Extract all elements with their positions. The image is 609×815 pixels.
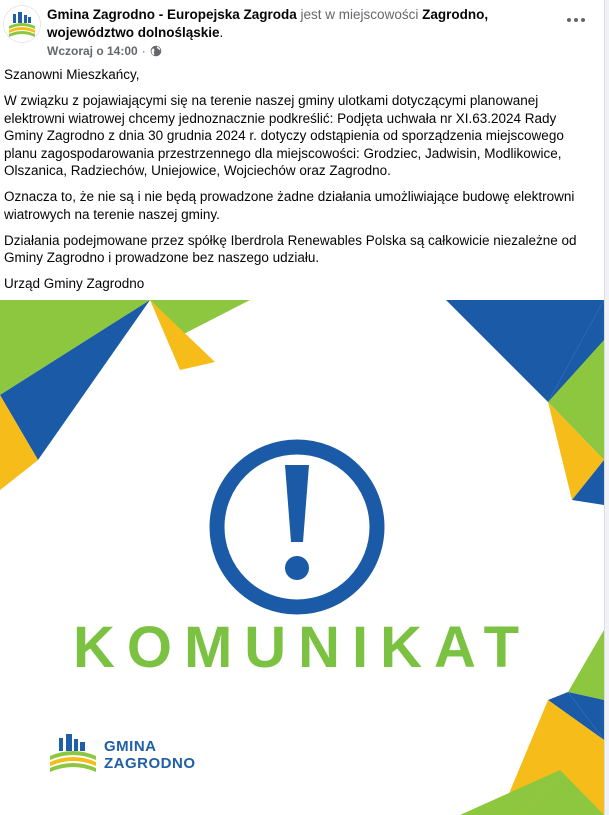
logo-line-1: GMINA (104, 738, 157, 755)
post-paragraph-3: Działania podejmowane przez spółkę Iberdrola Renewables Polska są całkowicie niezależne od Gminy Zagrodno i prowadzone bez naszego udziału. (4, 232, 577, 265)
logo-text (104, 738, 196, 772)
post-header (0, 0, 604, 62)
globe-icon[interactable] (150, 45, 162, 57)
gmina-crest-icon (46, 730, 100, 780)
location-link[interactable]: Zagrodno, województwo dolnośląskie (47, 7, 489, 40)
post-meta (47, 44, 162, 58)
post-greeting: Szanowni Mieszkańcy, (4, 67, 140, 82)
page-avatar[interactable] (4, 6, 40, 42)
post-body (4, 66, 589, 301)
more-options-icon[interactable] (564, 12, 588, 28)
post-timestamp[interactable]: Wczoraj o 14:00 (47, 44, 138, 58)
location-suffix: . (219, 24, 224, 40)
exclamation-dot (285, 556, 309, 580)
logo-line-2: ZAGRODNO (104, 755, 196, 772)
gmina-logo-icon (4, 6, 40, 42)
post-signature: Urząd Gminy Zagrodno (4, 276, 145, 291)
meta-separator: · (141, 44, 146, 58)
komunikat-headline: KOMUNIKAT (72, 615, 532, 680)
post-paragraph-2: Oznacza to, że nie są i nie będą prowadzone żadne działania umożliwiające budowę elektrowni wiatrowych na terenie naszej gminy. (4, 189, 575, 222)
post-paragraph-1: W związku z pojawiającymi się na terenie naszej gminy ulotkami dotyczącymi planowanej elektrowni wiatrowej chcemy jednoznacznie podkreślić: Podjęta uchwała nr XI.63.2024 Rady Gminy Zagrodno z dnia 30 grudnia 2024 r. dotyczy odstąpienia od sporządzenia miejscowego planu zagospodarowania przestrzennego dla miejscowości: Grodziec, Jadwisin, Modlikowice, Olszanica, Radziechów, Uniejowice, Wojciechów oraz Zagrodno. (4, 93, 564, 178)
post-image[interactable] (0, 300, 604, 815)
gmina-zagrodno-logo (46, 730, 206, 780)
location-prefix: jest w miejscowości (296, 7, 423, 22)
post-title (47, 6, 557, 41)
page-name-link[interactable]: Gmina Zagrodno - Europejska Zagroda (47, 7, 297, 22)
exclamation-bar (285, 465, 309, 542)
